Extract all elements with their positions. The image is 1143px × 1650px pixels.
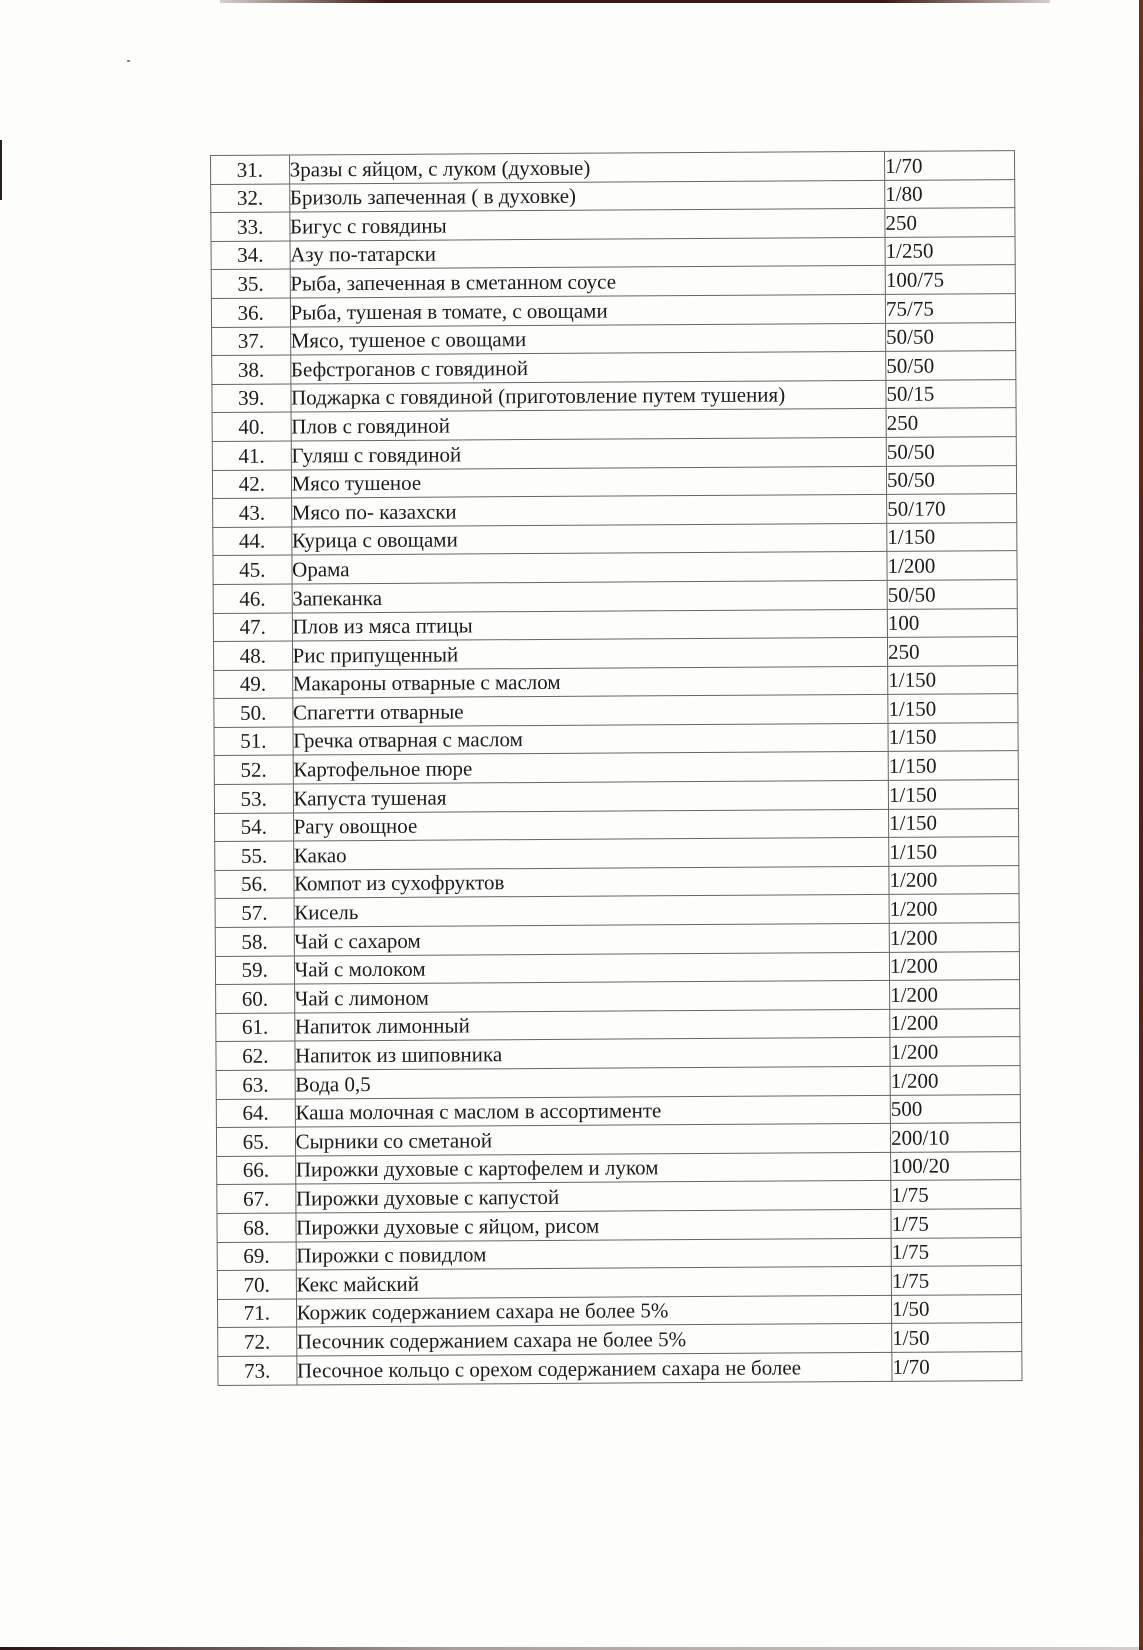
dish-name: Мясо по- казахски — [291, 494, 887, 526]
portion-value: 1/150 — [888, 751, 1018, 780]
table-row — [216, 980, 1020, 1014]
dish-name: Рагу овощное — [293, 809, 889, 841]
portion-value: 1/75 — [891, 1237, 1021, 1266]
dish-name: Чай с лимоном — [294, 981, 890, 1013]
portion-value: 1/200 — [890, 1008, 1020, 1037]
table-row — [215, 865, 1019, 899]
portion-value: 1/75 — [891, 1209, 1021, 1238]
scan-speck — [127, 60, 130, 62]
row-number: 46. — [213, 584, 292, 613]
dish-name: Компот из сухофруктов — [293, 866, 889, 898]
row-number: 64. — [216, 1099, 295, 1128]
table-row — [212, 322, 1016, 356]
portion-value: 250 — [887, 637, 1017, 666]
table-row — [216, 1008, 1020, 1042]
portion-value: 1/200 — [890, 980, 1020, 1009]
dish-name: Мясо, тушеное с овощами — [290, 323, 886, 355]
dish-name: Кисель — [294, 895, 890, 927]
row-number: 66. — [217, 1156, 296, 1185]
dish-name: Пирожки духовые с картофелем и луком — [295, 1152, 891, 1184]
dish-name: Рис припущенный — [292, 637, 888, 669]
table-row — [211, 294, 1015, 328]
row-number: 39. — [212, 384, 291, 413]
portion-value: 250 — [886, 408, 1016, 437]
table-row — [212, 437, 1016, 471]
row-number: 65. — [216, 1127, 295, 1156]
row-number: 56. — [215, 870, 294, 899]
row-number: 70. — [217, 1270, 296, 1299]
menu-table — [210, 150, 1023, 1385]
dish-name: Плов с говядиной — [291, 409, 887, 441]
portion-value: 50/50 — [886, 437, 1016, 466]
table-row — [217, 1180, 1021, 1214]
row-number: 67. — [217, 1184, 296, 1213]
portion-value: 50/50 — [886, 465, 1016, 494]
row-number: 71. — [217, 1299, 296, 1328]
row-number: 73. — [218, 1356, 297, 1385]
row-number: 44. — [213, 527, 292, 556]
portion-value: 1/70 — [892, 1352, 1022, 1381]
table-row — [215, 808, 1019, 842]
row-number: 48. — [213, 641, 292, 670]
table-row — [216, 1123, 1020, 1157]
portion-value: 100 — [887, 608, 1017, 637]
portion-value: 50/50 — [886, 322, 1016, 351]
row-number: 57. — [215, 898, 294, 927]
portion-value: 1/250 — [885, 236, 1015, 265]
table-row — [211, 265, 1015, 299]
portion-value: 1/75 — [891, 1180, 1021, 1209]
portion-value: 100/75 — [885, 265, 1015, 294]
row-number: 38. — [212, 355, 291, 384]
row-number: 72. — [218, 1327, 297, 1356]
row-number: 62. — [216, 1041, 295, 1070]
table-row — [214, 665, 1018, 699]
dish-name: Напиток из шиповника — [294, 1038, 890, 1070]
portion-value: 1/150 — [889, 808, 1019, 837]
dish-name: Гречка отварная с маслом — [293, 723, 889, 755]
dish-name: Плов из мяса птицы — [292, 609, 888, 641]
dish-name: Напиток лимонный — [294, 1009, 890, 1041]
row-number: 31. — [211, 155, 290, 184]
row-number: 59. — [215, 956, 294, 985]
scan-edge-top — [220, 0, 1050, 3]
scan-edge-right — [1139, 0, 1143, 1650]
row-number: 40. — [212, 412, 291, 441]
row-number: 42. — [212, 470, 291, 499]
row-number: 45. — [213, 555, 292, 584]
dish-name: Песочник содержанием сахара не более 5% — [296, 1324, 892, 1356]
table-row — [212, 465, 1016, 499]
table-row — [211, 236, 1015, 270]
dish-name: Песочное кольцо с орехом содержанием сахара не более — [296, 1352, 892, 1384]
row-number: 47. — [213, 613, 292, 642]
table-row — [216, 1037, 1020, 1071]
portion-value: 1/50 — [891, 1294, 1021, 1323]
table-row — [215, 837, 1019, 871]
table-row — [214, 722, 1018, 756]
row-number: 34. — [211, 241, 290, 270]
portion-value: 500 — [890, 1094, 1020, 1123]
row-number: 58. — [215, 927, 294, 956]
dish-name: Бефстроганов с говядиной — [290, 352, 886, 384]
portion-value: 50/50 — [886, 351, 1016, 380]
table-row — [215, 894, 1019, 928]
table-row — [217, 1209, 1021, 1243]
portion-value: 1/150 — [888, 694, 1018, 723]
table-row — [211, 179, 1015, 213]
scan-edge-left — [0, 140, 2, 200]
table-row — [213, 494, 1017, 528]
portion-value: 250 — [885, 208, 1015, 237]
portion-value: 1/150 — [889, 837, 1019, 866]
table-row — [218, 1352, 1022, 1386]
table-row — [211, 151, 1015, 185]
portion-value: 1/50 — [892, 1323, 1022, 1352]
row-number: 68. — [217, 1213, 296, 1242]
table-row — [212, 351, 1016, 385]
dish-name: Орама — [292, 552, 888, 584]
table-row — [212, 408, 1016, 442]
dish-name: Какао — [293, 838, 889, 870]
row-number: 51. — [214, 727, 293, 756]
portion-value: 50/50 — [887, 579, 1017, 608]
table-row — [212, 379, 1016, 413]
dish-name: Азу по-татарски — [290, 237, 886, 269]
table-row — [217, 1237, 1021, 1271]
row-number: 54. — [215, 813, 294, 842]
table-row — [217, 1266, 1021, 1300]
dish-name: Каша молочная с маслом в ассортименте — [295, 1095, 891, 1127]
dish-name: Капуста тушеная — [293, 780, 889, 812]
row-number: 33. — [211, 212, 290, 241]
portion-value: 1/70 — [885, 151, 1015, 180]
dish-name: Рыба, запеченная в сметанном соусе — [290, 266, 886, 298]
row-number: 50. — [214, 698, 293, 727]
dish-name: Бризоль запеченная ( в духовке) — [289, 180, 885, 212]
dish-name: Картофельное пюре — [293, 752, 889, 784]
row-number: 61. — [216, 1013, 295, 1042]
portion-value: 1/150 — [887, 522, 1017, 551]
dish-name: Сырники со сметаной — [295, 1124, 891, 1156]
dish-name: Спагетти отварные — [292, 695, 888, 727]
table-row — [217, 1294, 1021, 1328]
dish-name: Макароны отварные с маслом — [292, 666, 888, 698]
portion-value: 1/200 — [890, 1037, 1020, 1066]
menu-table-body — [211, 151, 1022, 1385]
table-row — [214, 751, 1018, 785]
table-row — [218, 1323, 1022, 1357]
portion-value: 50/15 — [886, 379, 1016, 408]
portion-value: 75/75 — [885, 294, 1015, 323]
row-number: 43. — [213, 498, 292, 527]
portion-value: 1/150 — [888, 665, 1018, 694]
row-number: 60. — [216, 984, 295, 1013]
row-number: 32. — [211, 184, 290, 213]
dish-name: Пирожки духовые с капустой — [295, 1181, 891, 1213]
table-row — [211, 208, 1015, 242]
dish-name: Гуляш с говядиной — [291, 437, 887, 469]
dish-name: Вода 0,5 — [295, 1066, 891, 1098]
row-number: 41. — [212, 441, 291, 470]
dish-name: Пирожки духовые с яйцом, рисом — [296, 1209, 892, 1241]
portion-value: 1/200 — [889, 894, 1019, 923]
table-row — [213, 522, 1017, 556]
dish-name: Курица с овощами — [291, 523, 887, 555]
dish-name: Чай с сахаром — [294, 923, 890, 955]
table-row — [215, 923, 1019, 957]
dish-name: Бигус с говядины — [289, 209, 885, 241]
dish-name: Рыба, тушеная в томате, с овощами — [290, 294, 886, 326]
table-row — [216, 1066, 1020, 1100]
row-number: 52. — [214, 755, 293, 784]
table-row — [214, 780, 1018, 814]
table-row — [213, 608, 1017, 642]
portion-value: 1/200 — [889, 865, 1019, 894]
row-number: 49. — [214, 670, 293, 699]
portion-value: 1/150 — [888, 780, 1018, 809]
table-row — [217, 1151, 1021, 1185]
portion-value: 50/170 — [887, 494, 1017, 523]
row-number: 36. — [211, 298, 290, 327]
row-number: 37. — [212, 327, 291, 356]
table-row — [213, 551, 1017, 585]
dish-name: Кекс майский — [296, 1267, 892, 1299]
portion-value: 1/200 — [889, 951, 1019, 980]
dish-name: Пирожки с повидлом — [296, 1238, 892, 1270]
dish-name: Запеканка — [292, 580, 888, 612]
table-row — [216, 1094, 1020, 1128]
portion-value: 100/20 — [891, 1151, 1021, 1180]
portion-value: 200/10 — [890, 1123, 1020, 1152]
portion-value: 1/200 — [889, 923, 1019, 952]
portion-value: 1/80 — [885, 179, 1015, 208]
dish-name: Зразы с яйцом, с луком (духовые) — [289, 151, 885, 183]
table-row — [214, 694, 1018, 728]
table-row — [213, 637, 1017, 671]
portion-value: 1/75 — [891, 1266, 1021, 1295]
dish-name: Чай с молоком — [294, 952, 890, 984]
table-row — [215, 951, 1019, 985]
row-number: 53. — [214, 784, 293, 813]
row-number: 63. — [216, 1070, 295, 1099]
portion-value: 1/150 — [888, 722, 1018, 751]
portion-value: 1/200 — [890, 1066, 1020, 1095]
row-number: 55. — [215, 841, 294, 870]
row-number: 35. — [211, 269, 290, 298]
dish-name: Коржик содержанием сахара не более 5% — [296, 1295, 892, 1327]
row-number: 69. — [217, 1242, 296, 1271]
dish-name: Мясо тушеное — [291, 466, 887, 498]
dish-name: Поджарка с говядиной (приготовление путем тушения) — [290, 380, 886, 412]
portion-value: 1/200 — [887, 551, 1017, 580]
table-row — [213, 579, 1017, 613]
